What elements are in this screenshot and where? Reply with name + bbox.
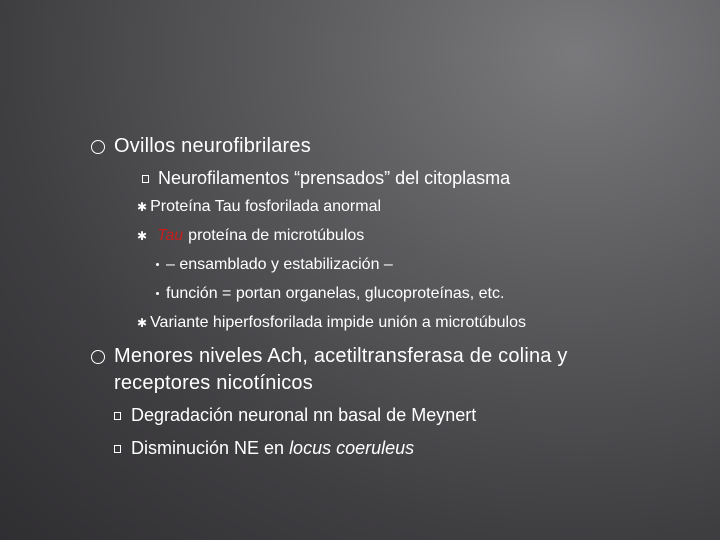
dot-bullet-icon <box>156 292 159 295</box>
bullet-item-funcion <box>156 285 504 303</box>
bullet-text: función = portan organelas, glucoproteínas, etc. <box>166 285 505 302</box>
bullet-item-disminucion <box>114 438 414 459</box>
bullet-text-line1: Menores niveles Ach, acetiltransferasa de colina y <box>114 345 568 367</box>
bullet-item-proteina-tau <box>137 198 381 216</box>
highlight-term: Tau <box>157 227 184 244</box>
asterisk-bullet-icon: ✱ <box>137 316 148 330</box>
bullet-text: Proteína Tau fosforilada anormal <box>150 198 382 215</box>
asterisk-bullet-icon: ✱ <box>137 200 148 214</box>
circle-bullet-icon <box>91 350 105 364</box>
bullet-item-ensamblado <box>156 256 393 274</box>
square-bullet-icon <box>114 412 121 420</box>
square-bullet-icon <box>142 175 149 183</box>
bullet-text: Disminución NE en <box>131 438 285 458</box>
bullet-text: proteína de microtúbulos <box>188 227 365 244</box>
bullet-item-menores <box>91 345 568 395</box>
bullet-text: Degradación neuronal nn basal de Meynert <box>131 405 477 425</box>
bullet-item-variante <box>137 314 526 332</box>
bullet-text: – ensamblado y estabilización – <box>166 256 393 273</box>
bullet-item-neurofilamentos <box>142 168 510 189</box>
bullet-item-tau-microtubulos <box>137 227 364 245</box>
bullet-text: Neurofilamentos “prensados” del citoplasma <box>158 168 511 188</box>
bullet-text: Ovillos neurofibrilares <box>114 135 311 157</box>
circle-bullet-icon <box>91 140 105 154</box>
bullet-text-italic: locus coeruleus <box>289 438 415 458</box>
bullet-text-line2: receptores nicotínicos <box>114 372 313 394</box>
bullet-text: Variante hiperfosforilada impide unión a microtúbulos <box>150 314 526 331</box>
dot-bullet-icon <box>156 263 159 266</box>
asterisk-bullet-icon: ✱ <box>137 229 148 243</box>
square-bullet-icon <box>114 445 121 453</box>
bullet-item-degradacion <box>114 405 476 426</box>
bullet-item-ovillos <box>91 135 311 158</box>
